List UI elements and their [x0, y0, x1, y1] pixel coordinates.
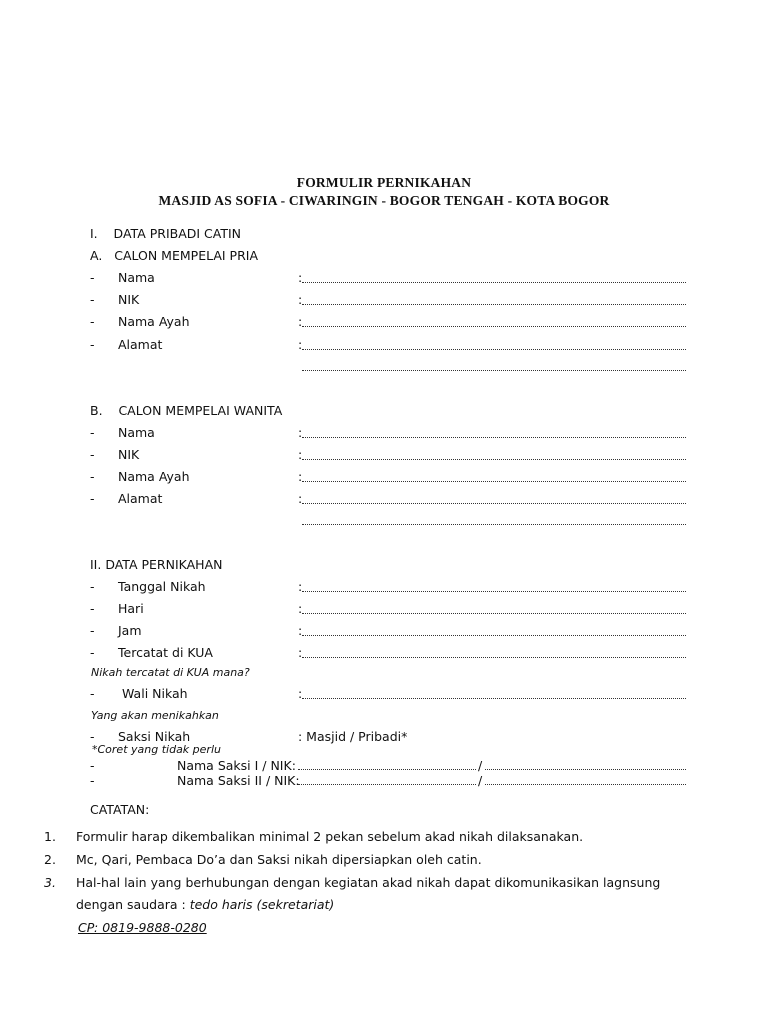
bullet-dash: - — [90, 579, 95, 594]
note-number: 2. — [44, 852, 56, 867]
bride-address-field-line2[interactable] — [302, 524, 686, 525]
field-label: Tanggal Nikah — [118, 579, 206, 594]
bride-nik-field[interactable] — [302, 459, 686, 460]
bride-heading: B. CALON MEMPELAI WANITA — [90, 403, 283, 418]
bride-nik-row — [90, 447, 690, 465]
wali-note: Yang akan menikahkan — [91, 709, 219, 722]
bullet-dash: - — [90, 270, 95, 285]
groom-address-field[interactable] — [302, 349, 686, 350]
groom-father-row — [90, 314, 690, 332]
saksi-value: : Masjid / Pribadi* — [298, 729, 408, 744]
note-text: Hal-hal lain yang berhubungan dengan kegiatan akad nikah dapat dikomunikasikan lagnsung — [76, 875, 661, 890]
field-label: NIK — [118, 292, 140, 307]
field-label: Nama Ayah — [118, 469, 190, 484]
form-title: FORMULIR PERNIKAHAN — [296, 175, 472, 190]
wedding-day-row — [90, 601, 690, 619]
contact-line — [76, 897, 334, 912]
bullet-dash: - — [90, 686, 95, 701]
groom-name-field[interactable] — [302, 282, 686, 283]
field-label: Saksi Nikah — [118, 729, 191, 744]
wali-row — [90, 686, 690, 704]
bullet-dash: - — [90, 469, 95, 484]
wedding-kua-row — [90, 645, 690, 663]
bullet-dash: - — [90, 623, 95, 638]
saksi-2-nik-field[interactable] — [485, 784, 686, 785]
bride-father-field[interactable] — [302, 481, 686, 482]
wedding-time-row — [90, 623, 690, 641]
bullet-dash: - — [90, 758, 95, 773]
groom-nik-field[interactable] — [302, 304, 686, 305]
bride-address-field[interactable] — [302, 503, 686, 504]
field-colon: : — [298, 579, 303, 594]
field-colon: : — [298, 447, 303, 462]
bride-name-row — [90, 425, 690, 443]
wedding-date-row — [90, 579, 690, 597]
field-colon: : — [298, 425, 303, 440]
bride-name-field[interactable] — [302, 437, 686, 438]
field-colon: : — [298, 491, 303, 506]
field-label: NIK — [118, 447, 140, 462]
field-label: Jam — [118, 623, 142, 638]
contact-phone: CP: 0819-9888-0280 — [78, 920, 207, 935]
field-label: Nama — [118, 270, 155, 285]
field-colon: : — [298, 686, 303, 701]
section-personal-data: I. DATA PRIBADI CATIN — [90, 226, 242, 241]
field-label: Tercatat di KUA — [118, 645, 213, 660]
note-number: 3. — [44, 875, 56, 890]
bullet-dash: - — [90, 292, 95, 307]
field-colon: : — [298, 623, 303, 638]
note-number: 1. — [44, 829, 56, 844]
groom-address-field-line2[interactable] — [302, 370, 686, 371]
bullet-dash: - — [90, 729, 95, 744]
saksi-1-label: Nama Saksi I / NIK: — [177, 758, 296, 773]
bullet-dash: - — [90, 337, 95, 352]
bullet-dash: - — [90, 491, 95, 506]
bride-address-row — [90, 491, 690, 509]
bride-father-row — [90, 469, 690, 487]
wedding-time-field[interactable] — [302, 635, 686, 636]
field-colon: : — [298, 270, 303, 285]
field-slash: / — [478, 773, 483, 788]
note-text: Mc, Qari, Pembaca Do’a dan Saksi nikah dipersiapkan oleh catin. — [76, 852, 482, 867]
saksi-1-row — [90, 758, 690, 774]
groom-address-row — [90, 337, 690, 355]
contact-name: tedo haris (sekretariat) — [189, 897, 335, 912]
catatan-heading: CATATAN: — [90, 802, 150, 817]
note-text: Formulir harap dikembalikan minimal 2 pekan sebelum akad nikah dilaksanakan. — [76, 829, 584, 844]
saksi-2-label: Nama Saksi II / NIK: — [177, 773, 300, 788]
saksi-1-nik-field[interactable] — [485, 769, 686, 770]
groom-name-row — [90, 270, 690, 288]
groom-heading: A. CALON MEMPELAI PRIA — [90, 248, 259, 263]
groom-father-field[interactable] — [302, 326, 686, 327]
field-colon: : — [298, 601, 303, 616]
field-colon: : — [298, 645, 303, 660]
field-label: Alamat — [118, 337, 163, 352]
field-label: Wali Nikah — [122, 686, 188, 701]
coret-note: *Coret yang tidak perlu — [92, 743, 221, 756]
form-subtitle: MASJID AS SOFIA - CIWARINGIN - BOGOR TENGAH - KOTA BOGOR — [158, 193, 610, 208]
field-colon: : — [298, 292, 303, 307]
field-colon: : — [298, 314, 303, 329]
saksi-2-row — [90, 773, 690, 789]
wedding-date-field[interactable] — [302, 591, 686, 592]
field-colon: : — [298, 337, 303, 352]
section-wedding-data: II. DATA PERNIKAHAN — [90, 557, 223, 572]
bullet-dash: - — [90, 773, 95, 788]
bullet-dash: - — [90, 314, 95, 329]
field-slash: / — [478, 758, 483, 773]
field-label: Nama — [118, 425, 155, 440]
bullet-dash: - — [90, 425, 95, 440]
bullet-dash: - — [90, 447, 95, 462]
saksi-2-name-field[interactable] — [298, 784, 476, 785]
wali-field[interactable] — [302, 698, 686, 699]
groom-nik-row — [90, 292, 690, 310]
field-label: Hari — [118, 601, 144, 616]
wedding-kua-field[interactable] — [302, 657, 686, 658]
contact-prefix: dengan saudara : — [76, 897, 190, 912]
kua-note: Nikah tercatat di KUA mana? — [91, 666, 250, 679]
wedding-day-field[interactable] — [302, 613, 686, 614]
bullet-dash: - — [90, 645, 95, 660]
field-label: Alamat — [118, 491, 163, 506]
saksi-1-name-field[interactable] — [298, 769, 476, 770]
field-label: Nama Ayah — [118, 314, 190, 329]
bullet-dash: - — [90, 601, 95, 616]
field-colon: : — [298, 469, 303, 484]
